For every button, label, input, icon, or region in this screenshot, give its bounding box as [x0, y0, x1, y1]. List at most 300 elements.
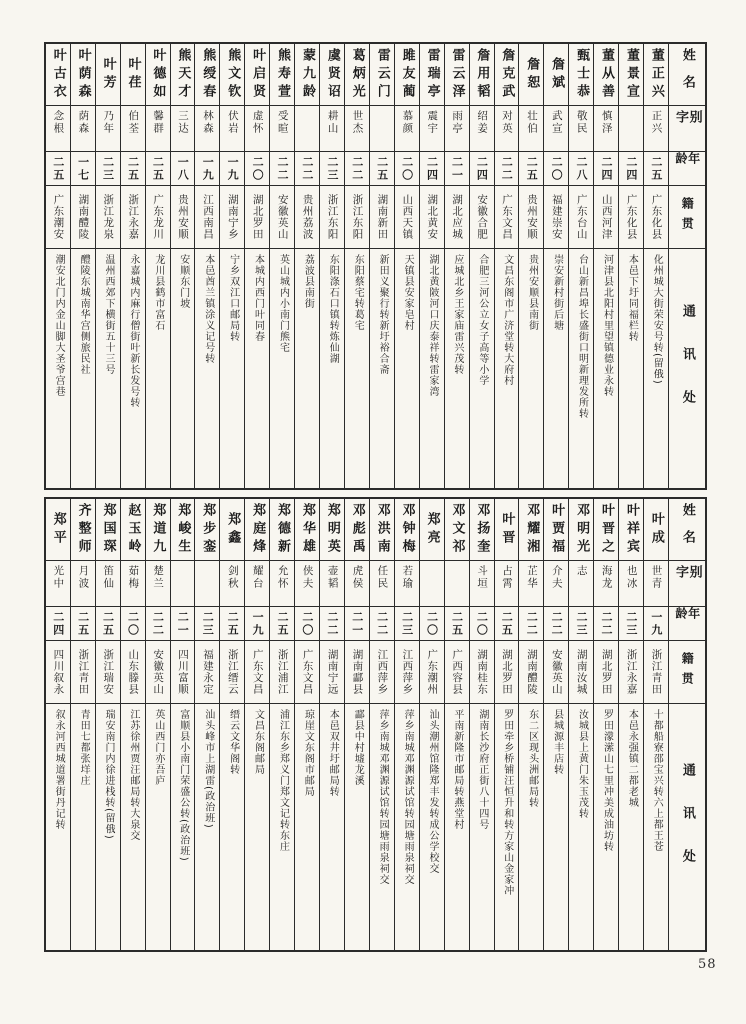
- name-cell-text: 叶德如: [150, 47, 166, 102]
- name-cell-text: 叶荫森: [75, 47, 91, 102]
- native-cell: [295, 641, 319, 704]
- header-zi-label: 别字: [673, 565, 702, 592]
- zi-cell-text: 耕山: [326, 110, 339, 135]
- address-cell: [96, 249, 120, 488]
- address-cell: [370, 704, 394, 950]
- age-cell: [320, 152, 344, 186]
- zi-cell-text: 占霄: [501, 565, 514, 590]
- native-cell: [619, 641, 643, 704]
- address-cell: [420, 704, 444, 950]
- native-cell: [46, 186, 70, 249]
- address-cell: [270, 704, 294, 950]
- address-cell: [569, 249, 593, 488]
- native-cell: [171, 186, 195, 249]
- native-cell: [146, 641, 170, 704]
- entry-column: [70, 44, 95, 488]
- age-cell: [121, 607, 145, 641]
- address-cell-text: 瑞安南门内徐进栈转(留俄): [103, 709, 114, 840]
- zi-cell: [345, 106, 369, 152]
- zi-cell: [569, 561, 593, 607]
- header-native: [669, 641, 705, 704]
- name-cell: [220, 499, 244, 561]
- age-cell-text: 一九: [649, 610, 663, 637]
- address-cell: [220, 249, 244, 488]
- native-cell: [121, 186, 145, 249]
- entry-column: [518, 499, 543, 950]
- header-zi: [669, 561, 705, 607]
- age-cell: [46, 607, 70, 641]
- header-native-label: 籍贯: [680, 197, 695, 237]
- address-cell: [245, 704, 269, 950]
- native-cell: [370, 186, 394, 249]
- header-name: [669, 499, 705, 561]
- name-cell: [320, 499, 344, 561]
- age-cell: [220, 607, 244, 641]
- age-cell-text: 二二: [151, 610, 165, 637]
- zi-cell-text: 慎泽: [600, 110, 613, 135]
- name-cell-text: 郑道九: [150, 502, 166, 557]
- entry-column: [194, 44, 219, 488]
- native-cell: [470, 186, 494, 249]
- native-cell-text: 山西天镇: [401, 194, 414, 240]
- name-cell-text: 郑峻生: [175, 502, 191, 557]
- zi-cell: [370, 561, 394, 607]
- header-address: [669, 249, 705, 488]
- age-cell: [270, 607, 294, 641]
- native-cell: [569, 186, 593, 249]
- address-cell: [195, 704, 219, 950]
- entry-column: [170, 44, 195, 488]
- age-cell-text: 二三: [325, 155, 339, 182]
- age-cell: [146, 152, 170, 186]
- native-cell: [519, 186, 543, 249]
- name-cell: [245, 499, 269, 561]
- address-cell-text: 富顺县小南门荣盛公转(政治班): [177, 709, 189, 862]
- age-cell: [470, 607, 494, 641]
- zi-cell: [495, 561, 519, 607]
- native-cell: [395, 641, 419, 704]
- zi-cell: [370, 106, 394, 152]
- header-zi-label: 别字: [673, 110, 702, 137]
- native-cell-text: 安徽英山: [550, 649, 563, 695]
- address-cell: [295, 704, 319, 950]
- entry-column: [568, 44, 593, 488]
- address-cell: [619, 704, 643, 950]
- native-cell: [569, 641, 593, 704]
- age-cell-text: 二一: [350, 610, 364, 637]
- age-cell-text: 二三: [400, 610, 414, 637]
- age-cell: [495, 152, 519, 186]
- native-cell: [644, 186, 668, 249]
- entry-column: [46, 44, 70, 488]
- zi-cell-text: 介夫: [550, 565, 563, 590]
- entry-column: [369, 499, 394, 950]
- entry-column: [469, 499, 494, 950]
- native-cell: [71, 186, 95, 249]
- entry-column: [369, 44, 394, 488]
- zi-cell-text: 伏岩: [226, 110, 239, 135]
- zi-cell-text: 伯荃: [127, 110, 140, 135]
- zi-cell-text: 斗垣: [476, 565, 489, 590]
- native-cell: [495, 186, 519, 249]
- name-cell-text: 郑鑫: [225, 511, 241, 548]
- address-cell-text: 叙永河西城道署街丹记转: [53, 709, 65, 830]
- zi-cell: [295, 561, 319, 607]
- native-cell-text: 湖北应城: [451, 194, 464, 240]
- zi-cell: [519, 561, 543, 607]
- native-cell-text: 福建崇安: [550, 194, 563, 240]
- entry-column: [469, 44, 494, 488]
- age-cell-text: 二五: [375, 155, 389, 182]
- zi-cell-text: 馨群: [152, 110, 165, 135]
- name-cell-text: 董从善: [599, 47, 615, 102]
- name-cell-text: 郑庭烽: [250, 502, 266, 557]
- name-cell-text: 甄士恭: [574, 47, 590, 102]
- address-cell: [345, 249, 369, 488]
- native-cell-text: 广东文昌: [251, 649, 264, 695]
- name-cell-text: 詹斌: [549, 56, 565, 93]
- address-cell-text: 本邑下圩同福栏转: [626, 254, 638, 342]
- entry-column: [518, 44, 543, 488]
- zi-cell: [420, 561, 444, 607]
- page-number: 58: [698, 957, 717, 972]
- name-cell-text: 叶荏: [125, 56, 141, 93]
- age-cell-text: 二四: [51, 610, 65, 637]
- entry-column: [244, 44, 269, 488]
- entry-column: [568, 499, 593, 950]
- native-cell-text: 浙江缙云: [226, 649, 239, 695]
- name-cell: [420, 499, 444, 561]
- zi-cell: [544, 561, 568, 607]
- age-cell: [245, 607, 269, 641]
- name-cell-text: 熊天才: [175, 47, 191, 102]
- name-cell: [370, 499, 394, 561]
- address-cell-text: 文昌东阁市广济堂转大府村: [501, 254, 513, 386]
- native-cell: [345, 186, 369, 249]
- entry-column: [494, 44, 519, 488]
- name-cell: [544, 44, 568, 106]
- zi-cell: [395, 561, 419, 607]
- name-cell: [195, 499, 219, 561]
- name-cell: [495, 44, 519, 106]
- address-cell: [445, 249, 469, 488]
- entry-column: [46, 499, 70, 950]
- header-native: [669, 186, 705, 249]
- zi-cell: [569, 106, 593, 152]
- age-cell: [295, 607, 319, 641]
- entry-column: [120, 44, 145, 488]
- native-cell-text: 广东文昌: [301, 649, 314, 695]
- age-cell-text: 二四: [425, 155, 439, 182]
- address-cell-text: 英山城内小南门熊宅: [277, 254, 289, 353]
- age-cell-text: 二二: [325, 610, 339, 637]
- zi-cell-text: 乃年: [102, 110, 115, 135]
- name-cell-text: 郑步銮: [200, 502, 216, 557]
- name-cell: [519, 44, 543, 106]
- address-cell-text: 东二区现头洲邮局转: [526, 709, 538, 808]
- name-cell: [295, 44, 319, 106]
- address-cell-text: 平南新隆市邮局转燕堂村: [451, 709, 463, 830]
- native-cell: [195, 641, 219, 704]
- zi-cell-text: 剑秋: [226, 565, 239, 590]
- native-cell: [96, 186, 120, 249]
- name-cell-text: 叶晋: [499, 511, 515, 548]
- address-cell: [519, 704, 543, 950]
- address-cell: [46, 249, 70, 488]
- address-cell: [644, 249, 668, 488]
- address-cell: [420, 249, 444, 488]
- zi-cell-text: 敬民: [575, 110, 588, 135]
- address-cell-text: 东阳蔡宅转葛宅: [352, 254, 364, 331]
- age-cell-text: 二八: [575, 155, 589, 182]
- address-cell: [121, 249, 145, 488]
- native-cell-text: 山东滕县: [127, 649, 140, 695]
- native-cell-text: 江西南昌: [201, 194, 214, 240]
- name-cell-text: 虞贤诏: [324, 47, 340, 102]
- age-cell-text: 二〇: [475, 610, 489, 637]
- zi-cell: [644, 106, 668, 152]
- zi-cell-text: 绍姜: [476, 110, 489, 135]
- address-cell-text: 湖北黄陂河口庆泰祥转雷家湾: [426, 254, 438, 397]
- zi-cell: [320, 106, 344, 152]
- address-cell-text: 罗田牵乡桥铺汪恒升和转方家山金家冲: [501, 709, 513, 896]
- address-cell-text: 罗田濛潆山七里冲美成油坊转: [601, 709, 613, 852]
- zi-cell-text: 震宇: [426, 110, 439, 135]
- name-cell: [320, 44, 344, 106]
- age-cell: [320, 607, 344, 641]
- address-cell-text: 龙川县鹤市富石: [152, 254, 164, 331]
- name-cell: [470, 44, 494, 106]
- name-cell-text: 邓洪南: [374, 502, 390, 557]
- address-cell: [345, 704, 369, 950]
- age-cell: [146, 607, 170, 641]
- header-age-label: 年龄: [674, 607, 701, 627]
- age-cell: [71, 607, 95, 641]
- entry-column: [344, 44, 369, 488]
- age-cell-text: 一九: [226, 155, 240, 182]
- zi-cell-text: 雨亭: [451, 110, 464, 135]
- native-cell-text: 浙江青田: [650, 649, 663, 695]
- zi-cell: [171, 106, 195, 152]
- age-cell-text: 一八: [176, 155, 190, 182]
- address-cell-text: 宁乡双江口邮局转: [227, 254, 239, 342]
- native-cell-text: 湖北罗田: [501, 649, 514, 695]
- name-cell-text: 叶祥宾: [623, 502, 639, 557]
- zi-cell-text: 林森: [201, 110, 214, 135]
- age-cell: [519, 152, 543, 186]
- entry-column: [95, 499, 120, 950]
- age-cell: [445, 152, 469, 186]
- native-cell-text: 广东化县: [650, 194, 663, 240]
- native-cell-text: 浙江永嘉: [625, 649, 638, 695]
- name-cell: [46, 44, 70, 106]
- name-cell-text: 邓扬奎: [474, 502, 490, 557]
- name-cell-text: 熊寿萱: [275, 47, 291, 102]
- header-age: [669, 607, 705, 641]
- zi-cell: [71, 106, 95, 152]
- native-cell: [395, 186, 419, 249]
- header-name-label: 姓名: [679, 502, 695, 557]
- address-cell: [544, 249, 568, 488]
- name-cell-text: 雷瑞亭: [424, 47, 440, 102]
- native-cell: [270, 186, 294, 249]
- address-cell-text: 本邑永强镇二都老城: [626, 709, 638, 808]
- name-cell-text: 雷云泽: [449, 47, 465, 102]
- native-cell-text: 四川富顺: [177, 649, 190, 695]
- address-cell-text: 醴陵东城南华宫侧旅民社: [78, 254, 90, 375]
- name-cell: [121, 499, 145, 561]
- native-cell: [171, 641, 195, 704]
- zi-cell: [146, 106, 170, 152]
- address-cell: [619, 249, 643, 488]
- native-cell-text: 浙江青田: [77, 649, 90, 695]
- address-cell-text: 英山西门亦吾庐: [152, 709, 164, 786]
- age-cell-text: 二三: [624, 610, 638, 637]
- age-cell: [644, 607, 668, 641]
- entry-column: [618, 44, 643, 488]
- age-cell: [420, 607, 444, 641]
- age-cell: [519, 607, 543, 641]
- zi-cell: [544, 106, 568, 152]
- native-cell-text: 湖南宁乡: [226, 194, 239, 240]
- entry-column: [95, 44, 120, 488]
- native-cell-text: 贵州荔波: [301, 194, 314, 240]
- address-cell-text: 江苏徐州贾汪邮局转大泉交: [127, 709, 139, 841]
- native-cell-text: 浙江龙泉: [102, 194, 115, 240]
- zi-cell-text: 志: [575, 565, 588, 578]
- native-cell-text: 湖南新田: [376, 194, 389, 240]
- age-cell-text: 二〇: [550, 155, 564, 182]
- entry-column: [294, 499, 319, 950]
- zi-cell: [46, 561, 70, 607]
- zi-cell: [445, 106, 469, 152]
- age-cell-text: 二五: [51, 155, 65, 182]
- address-cell-text: 贵州安顺县南街: [526, 254, 538, 331]
- address-cell-text: 十都船寮邵宝兴转六上都王苍: [651, 709, 663, 852]
- name-cell: [171, 499, 195, 561]
- address-cell-text: 新田义聚行转新圩裕合斋: [377, 254, 389, 375]
- address-cell-text: 文昌东阁邮局: [252, 709, 264, 775]
- native-cell-text: 广东潮安: [52, 194, 65, 240]
- name-cell: [220, 44, 244, 106]
- native-cell: [544, 641, 568, 704]
- address-cell: [644, 704, 668, 950]
- age-cell-text: 二一: [176, 610, 190, 637]
- address-cell: [495, 249, 519, 488]
- native-cell-text: 湖南汝城: [575, 649, 588, 695]
- name-cell-text: 董景宣: [623, 47, 639, 102]
- name-cell-text: 雷云门: [374, 47, 390, 102]
- zi-cell-text: 荫森: [77, 110, 90, 135]
- age-cell: [544, 152, 568, 186]
- name-cell-text: 邓彪禹: [349, 502, 365, 557]
- native-cell-text: 浙江浦江: [276, 649, 289, 695]
- zi-cell-text: 茹梅: [127, 565, 140, 590]
- entry-column: [170, 499, 195, 950]
- native-cell-text: 江西萍乡: [376, 649, 389, 695]
- zi-cell-text: 正兴: [650, 110, 663, 135]
- zi-cell-text: 世杰: [351, 110, 364, 135]
- address-cell: [71, 704, 95, 950]
- address-cell: [121, 704, 145, 950]
- zi-cell: [470, 106, 494, 152]
- address-cell: [569, 704, 593, 950]
- native-cell-text: 湖南宁远: [326, 649, 339, 695]
- zi-cell-text: 任民: [376, 565, 389, 590]
- age-cell-text: 二五: [126, 155, 140, 182]
- address-cell: [395, 704, 419, 950]
- zi-cell: [445, 561, 469, 607]
- age-cell-text: 二四: [599, 155, 613, 182]
- native-cell-text: 广东台山: [575, 194, 588, 240]
- name-cell: [395, 44, 419, 106]
- zi-cell: [96, 106, 120, 152]
- zi-cell: [644, 561, 668, 607]
- name-cell: [96, 499, 120, 561]
- name-cell: [594, 44, 618, 106]
- age-cell: [46, 152, 70, 186]
- entry-column: [244, 499, 269, 950]
- address-cell-text: 化州城大街荣安号转(留俄): [651, 254, 663, 385]
- name-cell: [569, 499, 593, 561]
- age-cell: [96, 607, 120, 641]
- zi-cell-text: 壮伯: [525, 110, 538, 135]
- address-cell: [594, 704, 618, 950]
- address-cell: [146, 249, 170, 488]
- native-cell: [195, 186, 219, 249]
- header-column-bottom: [668, 499, 705, 950]
- native-cell-text: 湖南醴陵: [525, 649, 538, 695]
- address-cell: [544, 704, 568, 950]
- entry-column: [120, 499, 145, 950]
- age-cell: [195, 152, 219, 186]
- zi-cell: [345, 561, 369, 607]
- name-cell: [370, 44, 394, 106]
- address-cell-text: 本邑双井圩邮局转: [327, 709, 339, 797]
- zi-cell: [594, 561, 618, 607]
- header-address: [669, 704, 705, 950]
- address-cell-text: 河津县北阳村里望镇德业永转: [601, 254, 613, 397]
- age-cell-text: 二〇: [400, 155, 414, 182]
- zi-cell-text: 月波: [77, 565, 90, 590]
- age-cell: [220, 152, 244, 186]
- zi-cell: [295, 106, 319, 152]
- native-cell: [146, 186, 170, 249]
- age-cell: [345, 607, 369, 641]
- native-cell: [544, 186, 568, 249]
- age-cell-text: 二三: [101, 155, 115, 182]
- age-cell: [420, 152, 444, 186]
- name-cell: [495, 499, 519, 561]
- name-cell: [519, 499, 543, 561]
- age-cell: [345, 152, 369, 186]
- address-cell: [370, 249, 394, 488]
- name-cell-text: 赵玉岭: [125, 502, 141, 557]
- zi-cell: [195, 106, 219, 152]
- age-cell: [195, 607, 219, 641]
- address-cell: [445, 704, 469, 950]
- name-cell: [345, 499, 369, 561]
- name-cell: [619, 499, 643, 561]
- address-cell-text: 萍乡南城邓渊源试馆转园塘雨泉祠交: [377, 709, 389, 885]
- directory-table-top: [44, 42, 707, 490]
- age-cell-text: 二〇: [300, 610, 314, 637]
- native-cell: [445, 186, 469, 249]
- native-cell-text: 湖北罗田: [251, 194, 264, 240]
- address-cell: [295, 249, 319, 488]
- native-cell-text: 贵州安顺: [177, 194, 190, 240]
- age-cell-text: 二一: [450, 155, 464, 182]
